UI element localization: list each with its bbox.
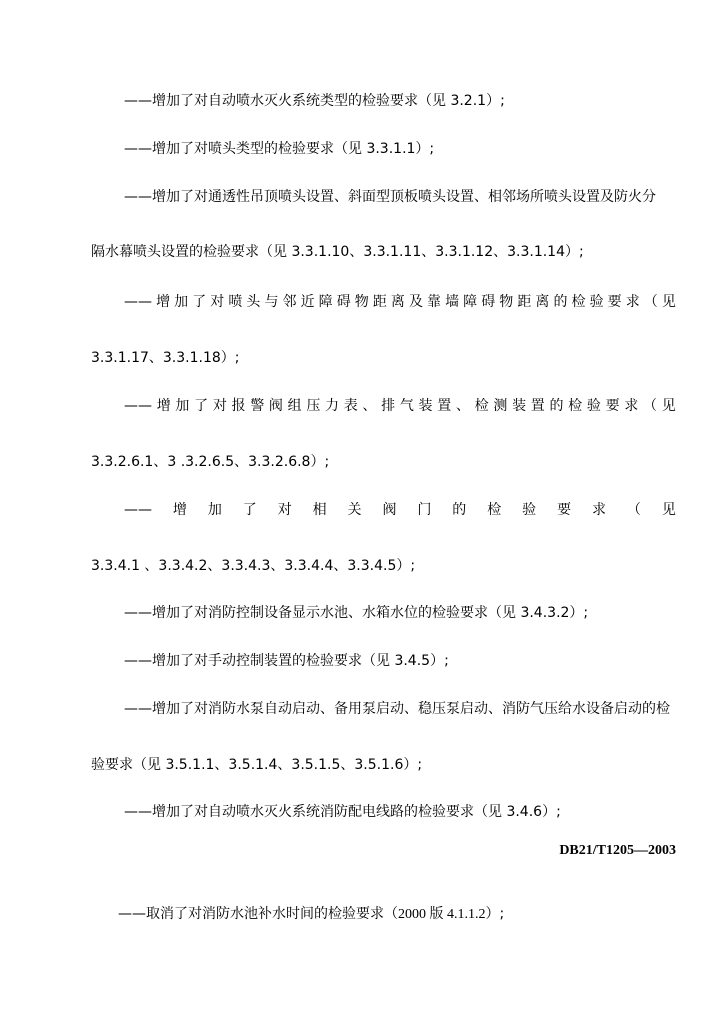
line-9b: 验要求（见 3.5.1.1、3.5.1.4、3.5.1.5、3.5.1.6）; [91,757,423,773]
l6a-token: 验 [522,502,537,518]
l5a-token: 表 [343,398,358,414]
l4a-token: 头 [246,294,261,310]
line-3a: ——增加了对通透性吊顶喷头设置、斜面型顶板喷头设置、相邻场所喷头设置及防火分 [124,189,656,205]
l4a-token: 验 [589,294,604,310]
l5a-token: 置 [437,398,452,414]
l6a-token: 对 [277,502,292,518]
line-3b: 隔水幕喷头设置的检验要求（见 3.3.1.10、3.3.1.11、3.3.1.12、3.3.1.14）; [91,244,584,260]
l5a-token: 力 [325,398,340,414]
l4a-token: 与 [264,294,279,310]
document-code-header: DB21/T1205—2003 [559,843,676,858]
l5a-token: 置 [530,398,545,414]
line-4a [124,292,676,312]
l5a-token: 对 [212,398,227,414]
l4a-token: 邻 [282,294,297,310]
removed-item-ref: 2000 版 4.1.1.2 [398,907,486,922]
l4a-token: （ [643,294,658,310]
l4a-token: 增 [156,294,171,310]
l4a-token: 物 [354,294,369,310]
l4a-token: 碍 [481,294,496,310]
line-2: ——增加了对喷头类型的检验要求（见 3.3.1.1）; [124,141,435,157]
l4a-token: 的 [553,294,568,310]
l5a-token: 验 [586,398,601,414]
l5a-token: 气 [399,398,414,414]
l5a-token: 的 [549,398,564,414]
l5a-token: 压 [306,398,321,414]
l5a-token: 增 [156,398,171,414]
l4a-token: 求 [625,294,640,310]
line-6b: 3.3.4.1 、3.3.4.2、3.3.4.3、3.3.4.4、3.3.4.5）; [91,558,416,574]
l6a-token: 阀 [382,502,397,518]
l6a-token: 了 [242,502,257,518]
line-7: ——增加了对消防控制设备显示水池、水箱水位的检验要求（见 3.4.3.2）; [124,605,589,621]
l5a-token: 、 [362,398,377,414]
l5a-token: 、 [455,398,470,414]
l4a-token: 喷 [228,294,243,310]
l4a-token: 见 [661,294,676,310]
l5a-token: 阀 [268,398,283,414]
l6a-token: 门 [417,502,432,518]
l5a-token: 检 [568,398,583,414]
l6a-token: 增 [172,502,187,518]
l5a-token: 要 [605,398,620,414]
line-5b: 3.3.2.6.1、3 .3.2.6.5、3.3.2.6.8）; [91,454,330,470]
l4a-token: 要 [607,294,622,310]
l6a-token: 见 [661,502,676,518]
line-10: ——增加了对自动喷水灭火系统消防配电线路的检验要求（见 3.4.6）; [124,804,561,820]
l5a-token: 排 [381,398,396,414]
removed-item-suffix: ）; [485,906,505,922]
l6a-token: —— [124,502,152,518]
line-1: ——增加了对自动喷水灭火系统类型的检验要求（见 3.2.1）; [124,93,505,109]
l4a-token: 障 [318,294,333,310]
line-6a [124,500,676,520]
l5a-token: 检 [474,398,489,414]
l5a-token: 测 [493,398,508,414]
l5a-token: 装 [418,398,433,414]
l4a-token: 物 [499,294,514,310]
l5a-token: 报 [231,398,246,414]
line-4b: 3.3.1.17、3.3.1.18）; [91,350,240,366]
l4a-token: 加 [174,294,189,310]
l4a-token: 了 [192,294,207,310]
line-removed-item [118,904,504,925]
l6a-token: 加 [207,502,222,518]
l6a-token: 的 [452,502,467,518]
line-5a [124,396,676,416]
l4a-token: 对 [210,294,225,310]
l6a-token: 检 [487,502,502,518]
l5a-token: 求 [624,398,639,414]
l4a-token: 墙 [445,294,460,310]
l4a-token: 离 [535,294,550,310]
l6a-token: 关 [347,502,362,518]
l4a-token: 碍 [336,294,351,310]
l6a-token: （ [626,502,641,518]
l5a-token: 警 [250,398,265,414]
line-9a: ——增加了对消防水泵自动启动、备用泵启动、稳压泵启动、消防气压给水设备启动的检 [124,701,670,717]
l6a-token: 要 [557,502,572,518]
l5a-token: 了 [194,398,209,414]
l4a-token: 障 [463,294,478,310]
l4a-token: 及 [408,294,423,310]
l5a-token: 组 [287,398,302,414]
l4a-token: 距 [517,294,532,310]
l5a-token: （ [642,398,657,414]
l4a-token: —— [124,294,152,310]
l5a-token: 见 [661,398,676,414]
l5a-token: 加 [175,398,190,414]
l6a-token: 求 [591,502,606,518]
l4a-token: 近 [300,294,315,310]
l5a-token: —— [124,398,152,414]
l4a-token: 离 [390,294,405,310]
l4a-token: 检 [571,294,586,310]
removed-item-prefix: ——取消了对消防水池补水时间的检验要求（ [118,906,398,922]
l6a-token: 相 [312,502,327,518]
l4a-token: 靠 [427,294,441,310]
line-8: ——增加了对手动控制装置的检验要求（见 3.4.5）; [124,653,449,669]
l4a-token: 距 [372,294,387,310]
l5a-token: 装 [512,398,527,414]
